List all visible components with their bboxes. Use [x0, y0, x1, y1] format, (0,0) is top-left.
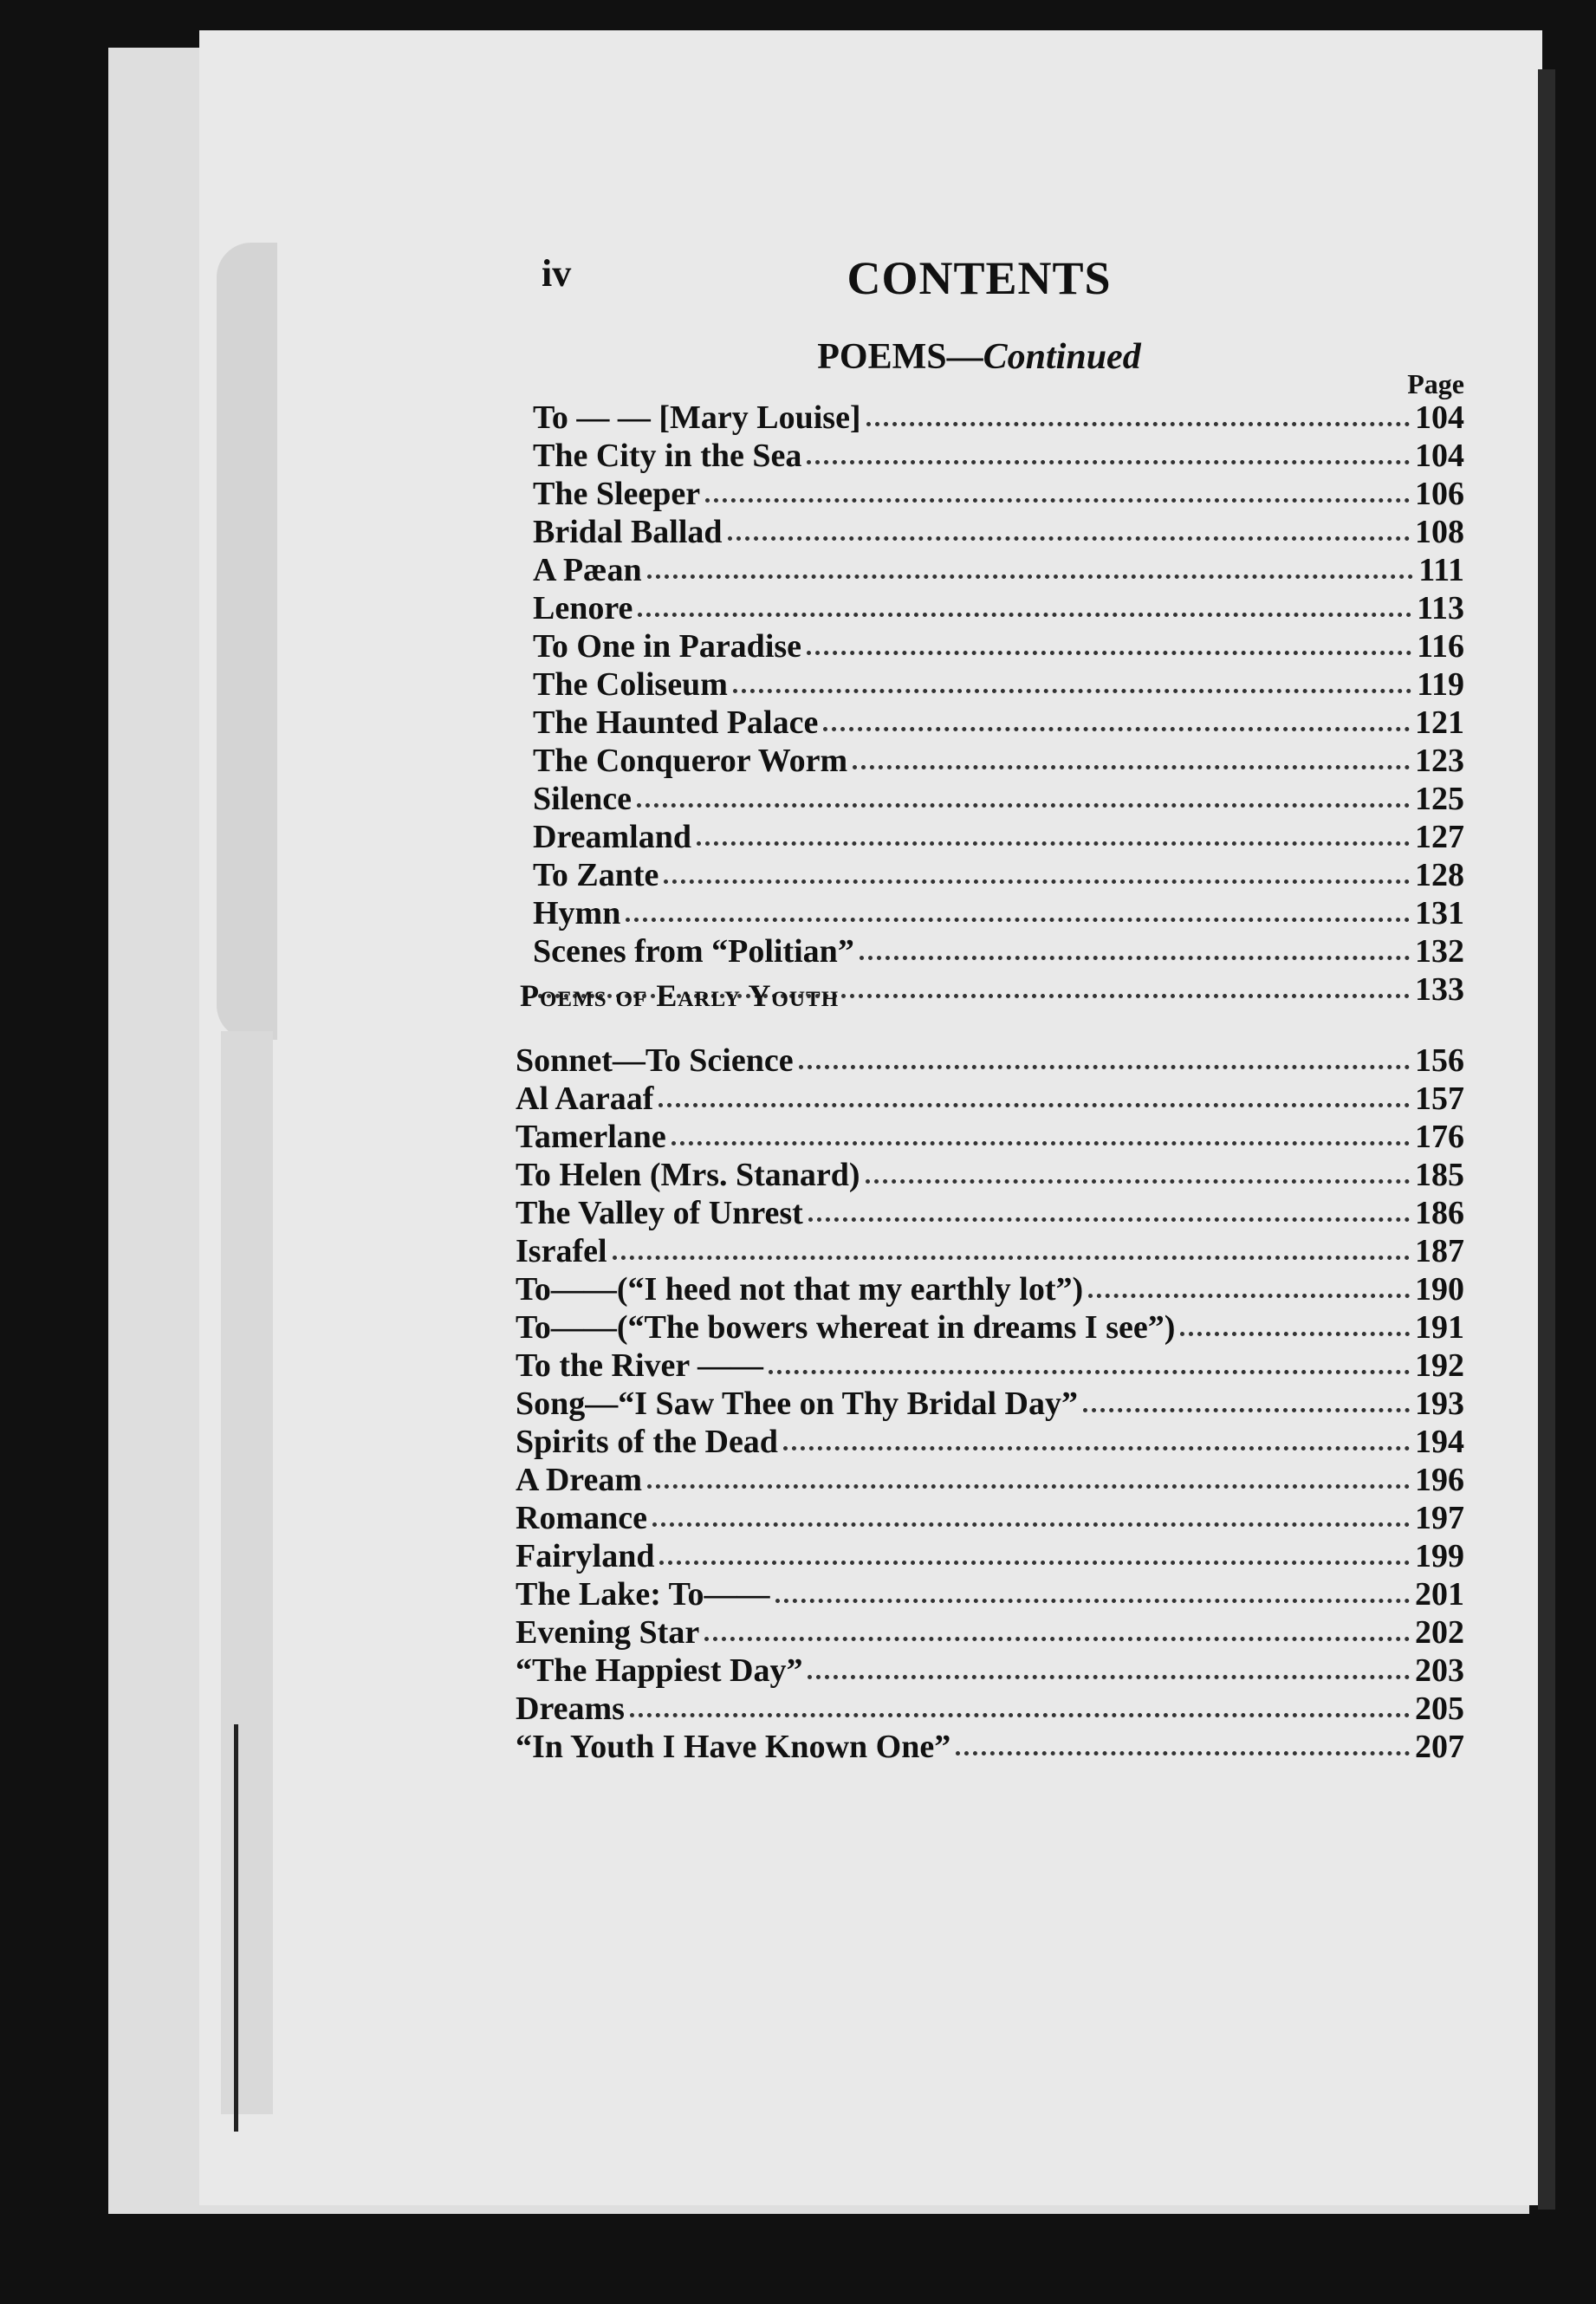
toc-page: 201 [1415, 1576, 1464, 1613]
toc-page: 197 [1415, 1500, 1464, 1536]
toc-page: 121 [1415, 704, 1464, 741]
toc-early-youth [516, 1042, 1464, 1766]
toc-row [533, 589, 1464, 627]
toc-title: “In Youth I Have Known One” [516, 1729, 951, 1765]
toc-page: 157 [1415, 1081, 1464, 1117]
toc-page: 119 [1417, 666, 1464, 703]
toc-page: 128 [1415, 857, 1464, 893]
toc-page: 125 [1415, 781, 1464, 817]
toc-page: 194 [1415, 1424, 1464, 1460]
toc-row [516, 1575, 1464, 1613]
toc-title: To Helen (Mrs. Stanard) [516, 1157, 860, 1193]
binding-line [234, 1724, 238, 2132]
toc-row [516, 1537, 1464, 1575]
toc-row [533, 742, 1464, 780]
toc-title: The City in the Sea [533, 438, 802, 474]
toc-row [533, 513, 1464, 551]
toc-page: 104 [1415, 399, 1464, 436]
toc-row [533, 856, 1464, 894]
toc-page: 202 [1415, 1614, 1464, 1651]
toc-title: To——(“The bowers whereat in dreams I see”) [516, 1309, 1176, 1346]
toc-title: Dreams [516, 1691, 625, 1727]
toc-title: Al Aaraaf [516, 1081, 654, 1117]
toc-page: 127 [1415, 819, 1464, 855]
toc-title: The Haunted Palace [533, 704, 819, 741]
toc-row [533, 704, 1464, 742]
toc-row [516, 1499, 1464, 1537]
toc-row [516, 1385, 1464, 1423]
section-title: POEMS—Continued [817, 337, 1141, 377]
page-edge [1538, 69, 1555, 2210]
toc-row [516, 1080, 1464, 1118]
toc-row [516, 1042, 1464, 1080]
toc-page: 190 [1415, 1271, 1464, 1308]
toc-row [516, 1232, 1464, 1270]
toc-page: 196 [1415, 1462, 1464, 1498]
toc-page: 205 [1415, 1691, 1464, 1727]
toc-title: Bridal Ballad [533, 514, 723, 550]
toc-row [533, 780, 1464, 818]
page-fold-lower [221, 1031, 273, 2114]
toc-title: The Valley of Unrest [516, 1195, 803, 1231]
toc-title: Romance [516, 1500, 647, 1536]
toc-page: 132 [1415, 933, 1464, 970]
section-name: POEMS [817, 337, 947, 377]
toc-row [533, 818, 1464, 856]
toc-title: Silence [533, 781, 632, 817]
toc-row [516, 1347, 1464, 1385]
toc-page: 199 [1415, 1538, 1464, 1574]
toc-title: Song—“I Saw Thee on Thy Bridal Day” [516, 1386, 1078, 1422]
toc-page: 111 [1418, 552, 1464, 588]
toc-title: To——(“I heed not that my earthly lot”) [516, 1271, 1084, 1308]
toc-page: 123 [1415, 743, 1464, 779]
toc-page: 131 [1415, 895, 1464, 931]
toc-row [516, 1156, 1464, 1194]
toc-title: A Dream [516, 1462, 642, 1498]
toc-row [516, 1613, 1464, 1652]
toc-row [533, 475, 1464, 513]
toc-title: To — — [Mary Louise] [533, 399, 861, 436]
toc-title: Sonnet—To Science [516, 1042, 794, 1079]
toc-title: The Conqueror Worm [533, 743, 848, 779]
toc-title: Tamerlane [516, 1119, 666, 1155]
toc-page: 104 [1415, 438, 1464, 474]
toc-row [516, 1461, 1464, 1499]
toc-page: 187 [1415, 1233, 1464, 1269]
toc-title: Evening Star [516, 1614, 700, 1651]
toc-row [516, 1423, 1464, 1461]
toc-row [516, 1652, 1464, 1690]
toc-page: 191 [1415, 1309, 1464, 1346]
toc-row [516, 1690, 1464, 1728]
page-column-label: Page [1407, 368, 1464, 399]
toc-page: 108 [1415, 514, 1464, 550]
toc-poems [533, 399, 1464, 1009]
toc-page: 113 [1417, 590, 1464, 626]
toc-title: The Lake: To—— [516, 1576, 770, 1613]
toc-title: Dreamland [533, 819, 691, 855]
toc-title: “The Happiest Day” [516, 1652, 803, 1689]
toc-row [533, 894, 1464, 932]
section-continued: Continued [983, 337, 1141, 377]
toc-page: 133 [1415, 971, 1464, 1008]
toc-row [516, 1118, 1464, 1156]
toc-row [533, 665, 1464, 704]
toc-title: Scenes from “Politian” [533, 933, 854, 970]
toc-title: The Sleeper [533, 476, 701, 512]
page-fold [217, 243, 277, 1040]
toc-row [516, 1194, 1464, 1232]
toc-title: Lenore [533, 590, 633, 626]
toc-title: Hymn [533, 895, 621, 931]
toc-row [533, 932, 1464, 970]
toc-page: 203 [1415, 1652, 1464, 1689]
toc-title: Israfel [516, 1233, 607, 1269]
toc-page: 176 [1415, 1119, 1464, 1155]
toc-title: The Coliseum [533, 666, 728, 703]
toc-title: Fairyland [516, 1538, 655, 1574]
toc-row [533, 437, 1464, 475]
toc-row [516, 1308, 1464, 1347]
toc-page: 192 [1415, 1347, 1464, 1384]
toc-title: Spirits of the Dead [516, 1424, 778, 1460]
page-number: iv [542, 252, 572, 295]
toc-row [533, 551, 1464, 589]
toc-row [533, 399, 1464, 437]
toc-page: 106 [1415, 476, 1464, 512]
toc-page: 207 [1415, 1729, 1464, 1765]
toc-page: 193 [1415, 1386, 1464, 1422]
toc-page: 186 [1415, 1195, 1464, 1231]
toc-row [533, 627, 1464, 665]
section-early-youth: Poems of Early Youth [520, 978, 840, 1013]
toc-title: To One in Paradise [533, 628, 802, 665]
toc-page: 156 [1415, 1042, 1464, 1079]
toc-title: A Pæan [533, 552, 642, 588]
toc-page: 185 [1415, 1157, 1464, 1193]
toc-page: 116 [1417, 628, 1464, 665]
toc-row [516, 1270, 1464, 1308]
toc-row [516, 1728, 1464, 1766]
page-title: CONTENTS [847, 252, 1112, 304]
toc-title: To the River —— [516, 1347, 764, 1384]
toc-title: To Zante [533, 857, 659, 893]
